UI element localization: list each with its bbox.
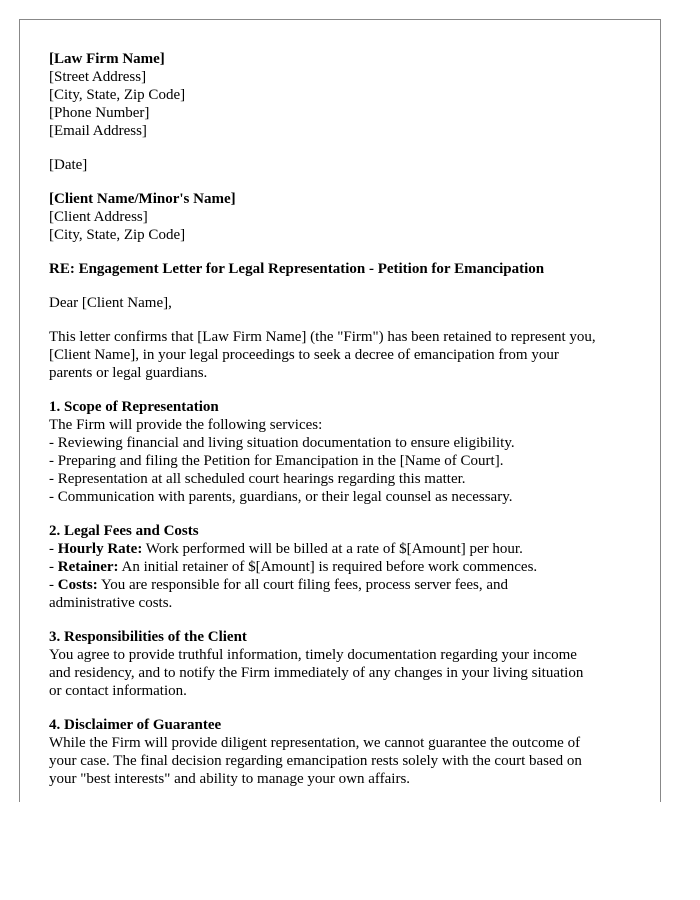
section-title: 4. Disclaimer of Guarantee [49,717,222,733]
intro-line: [Client Name], in your legal proceedings to seek a decree of emancipation from your [49,347,559,363]
paragraph-line: your "best interests" and ability to manage your own affairs. [49,771,411,787]
section-fees [49,522,649,612]
fee-label: Retainer: [57,559,119,575]
section-responsibilities [49,628,649,700]
recipient-block [49,190,649,244]
letter-date: [Date] [49,157,88,173]
sender-street: [Street Address] [49,69,147,85]
sender-email: [Email Address] [49,123,147,139]
intro-paragraph [49,328,649,382]
section-disclaimer [49,716,649,788]
subject-block [49,260,649,278]
salutation-block [49,294,649,312]
sender-phone: [Phone Number] [49,105,150,121]
intro-line: parents or legal guardians. [49,365,208,381]
list-item: - Representation at all scheduled court hearings regarding this matter. [49,471,466,487]
paragraph-line: or contact information. [49,683,187,699]
fee-item-costs-cont: administrative costs. [49,595,173,611]
fee-item-hourly: - Hourly Rate: Work performed will be billed at a rate of $[Amount] per hour. [49,541,523,557]
section-title: 3. Responsibilities of the Client [49,629,247,645]
fee-item-retainer: - Retainer: An initial retainer of $[Amount] is required before work commences. [49,559,538,575]
list-item: - Communication with parents, guardians, or their legal counsel as necessary. [49,489,513,505]
sender-city: [City, State, Zip Code] [49,87,186,103]
fee-text: An initial retainer of $[Amount] is required before work commences. [118,559,538,575]
recipient-city: [City, State, Zip Code] [49,227,186,243]
paragraph-line: While the Firm will provide diligent representation, we cannot guarantee the outcome of [49,735,581,751]
recipient-name: [Client Name/Minor's Name] [49,191,236,207]
fee-label: Costs: [57,577,98,593]
paragraph-line: your case. The final decision regarding emancipation rests solely with the court based on [49,753,582,769]
section-lead: The Firm will provide the following services: [49,417,323,433]
recipient-address: [Client Address] [49,209,148,225]
section-title: 1. Scope of Representation [49,399,219,415]
intro-line: This letter confirms that [Law Firm Name] (the "Firm") has been retained to represent you, [49,329,596,345]
paragraph-line: and residency, and to notify the Firm immediately of any changes in your living situation [49,665,584,681]
list-item: - Reviewing financial and living situation documentation to ensure eligibility. [49,435,515,451]
salutation: Dear [Client Name], [49,295,172,311]
fee-text: Work performed will be billed at a rate of $[Amount] per hour. [142,541,523,557]
section-title: 2. Legal Fees and Costs [49,523,199,539]
sender-block [49,50,649,140]
date-block [49,156,649,174]
paragraph-line: You agree to provide truthful information, timely documentation regarding your income [49,647,577,663]
fee-item-costs: - Costs: You are responsible for all court filing fees, process server fees, and [49,577,509,593]
fee-label: Hourly Rate: [57,541,143,557]
letter-page [19,19,661,802]
subject-line: RE: Engagement Letter for Legal Representation - Petition for Emancipation [49,261,545,277]
list-item: - Preparing and filing the Petition for Emancipation in the [Name of Court]. [49,453,504,469]
sender-firm-name: [Law Firm Name] [49,51,165,67]
section-scope [49,398,649,506]
fee-text: You are responsible for all court filing fees, process server fees, and [97,577,509,593]
letter-content [49,50,649,802]
